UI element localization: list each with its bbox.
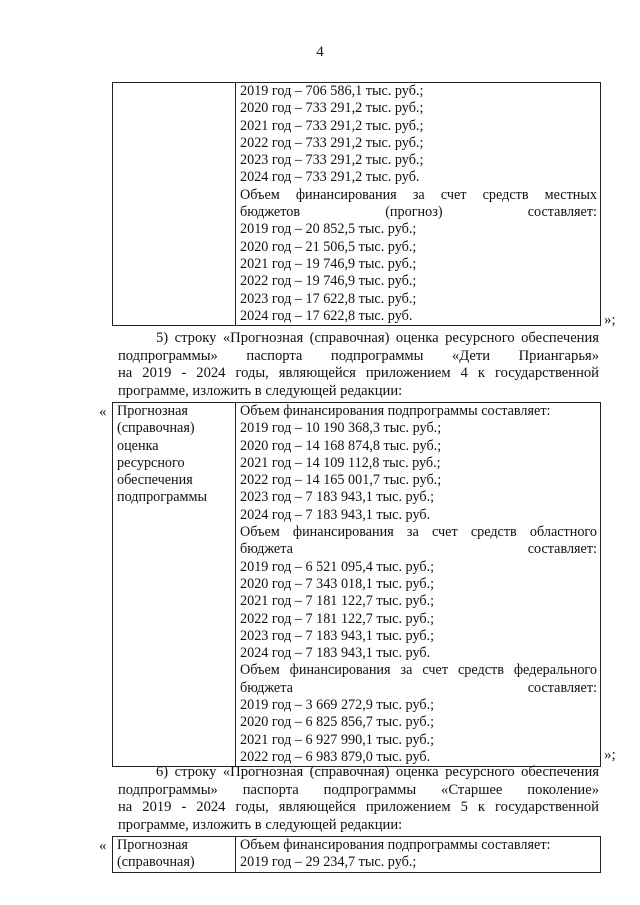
table-left-cell: [113, 837, 236, 873]
table-left-cell: [113, 83, 236, 326]
local-budget-heading: Объем финансирования за счет средств местных бюджетов (прогноз) составляет:: [240, 186, 597, 221]
funding-line: 2019 год – 3 669 272,9 тыс. руб.;: [240, 697, 435, 714]
row-label-line: подпрограммы: [117, 489, 207, 506]
federal-budget-heading: Объем финансирования за счет средств федерального бюджета составляет:: [240, 662, 597, 696]
funding-line: 2019 год – 706 586,1 тыс. руб.;: [240, 83, 424, 99]
funding-line: 2023 год – 7 183 943,1 тыс. руб.;: [240, 627, 435, 644]
funding-line: 2021 год – 6 927 990,1 тыс. руб.;: [240, 731, 435, 748]
funding-line: 2022 год – 14 165 001,7 тыс. руб.;: [240, 472, 442, 489]
funding-line: 2022 год – 7 181 122,7 тыс. руб.;: [240, 610, 435, 627]
table-right-cell: [236, 83, 601, 326]
paragraph-line: на 2019 - 2024 годы, являющейся приложением 4 к государственной: [118, 365, 599, 382]
closing-quote: »;: [604, 747, 616, 763]
paragraph-line: на 2019 - 2024 годы, являющейся приложением 5 к государственной: [118, 799, 599, 816]
row-label-line: (справочная): [117, 854, 195, 871]
funding-line: 2019 год – 6 521 095,4 тыс. руб.;: [240, 558, 435, 575]
funding-line: 2023 год – 17 622,8 тыс. руб.;: [240, 290, 417, 307]
closing-quote: »;: [604, 312, 616, 328]
funding-line: 2020 год – 14 168 874,8 тыс. руб.;: [240, 437, 442, 454]
funding-line: 2022 год – 19 746,9 тыс. руб.;: [240, 273, 417, 290]
funding-line: 2024 год – 733 291,2 тыс. руб.: [240, 169, 420, 186]
funding-line: 2020 год – 6 825 856,7 тыс. руб.;: [240, 714, 435, 731]
funding-line: 2024 год – 17 622,8 тыс. руб.: [240, 307, 413, 324]
total-funding-heading: Объем финансирования подпрограммы составляет:: [240, 837, 551, 853]
table-right-cell: [236, 837, 601, 873]
funding-line: 2024 год – 7 183 943,1 тыс. руб.: [240, 645, 431, 662]
row-label-line: обеспечения: [117, 472, 193, 489]
funding-line: 2021 год – 14 109 112,8 тыс. руб.;: [240, 454, 441, 471]
funding-line: 2020 год – 21 506,5 тыс. руб.;: [240, 238, 417, 255]
paragraph-line: программе, изложить в следующей редакции:: [118, 382, 403, 399]
funding-line: 2019 год – 20 852,5 тыс. руб.;: [240, 221, 417, 238]
row-label-line: ресурсного: [117, 454, 185, 471]
funding-line: 2022 год – 6 983 879,0 тыс. руб.: [240, 748, 431, 765]
funding-line: 2020 год – 733 291,2 тыс. руб.;: [240, 100, 424, 117]
funding-table-continued: [112, 82, 601, 326]
table-right-cell: [236, 403, 601, 767]
funding-line: 2023 год – 7 183 943,1 тыс. руб.;: [240, 489, 435, 506]
amendment-paragraph-5: [118, 330, 599, 400]
page-number: 4: [316, 44, 324, 60]
funding-line: 2021 год – 733 291,2 тыс. руб.;: [240, 117, 424, 134]
funding-line: 2021 год – 19 746,9 тыс. руб.;: [240, 255, 417, 272]
funding-line: 2024 год – 7 183 943,1 тыс. руб.: [240, 506, 431, 523]
funding-table-seniors: [112, 836, 601, 873]
funding-line: 2022 год – 733 291,2 тыс. руб.;: [240, 134, 424, 151]
funding-line: 2019 год – 29 234,7 тыс. руб.;: [240, 854, 417, 871]
funding-table-children: [112, 402, 601, 767]
row-label-line: Прогнозная: [117, 837, 188, 853]
amendment-paragraph-6: [118, 764, 599, 834]
opening-quote: «: [99, 404, 107, 420]
total-funding-heading: Объем финансирования подпрограммы составляет:: [240, 403, 551, 419]
table-left-cell: [113, 403, 236, 767]
paragraph-line: подпрограммы» паспорта подпрограммы «Дети Приангарья»: [118, 347, 599, 364]
funding-line: 2023 год – 733 291,2 тыс. руб.;: [240, 152, 424, 169]
funding-line: 2019 год – 10 190 368,3 тыс. руб.;: [240, 420, 442, 437]
funding-line: 2020 год – 7 343 018,1 тыс. руб.;: [240, 575, 435, 592]
regional-budget-heading: Объем финансирования за счет средств областного бюджета составляет:: [240, 524, 597, 558]
row-label-line: (справочная): [117, 420, 195, 437]
paragraph-line: подпрограммы» паспорта подпрограммы «Старшее поколение»: [118, 781, 599, 798]
funding-line: 2021 год – 7 181 122,7 тыс. руб.;: [240, 593, 435, 610]
row-label-line: оценка: [117, 437, 159, 454]
paragraph-line: программе, изложить в следующей редакции:: [118, 816, 403, 833]
paragraph-line: 6) строку «Прогнозная (справочная) оценка ресурсного обеспечения: [156, 764, 599, 780]
opening-quote: «: [99, 838, 107, 854]
paragraph-line: 5) строку «Прогнозная (справочная) оценка ресурсного обеспечения: [156, 330, 599, 346]
row-label-line: Прогнозная: [117, 403, 188, 419]
